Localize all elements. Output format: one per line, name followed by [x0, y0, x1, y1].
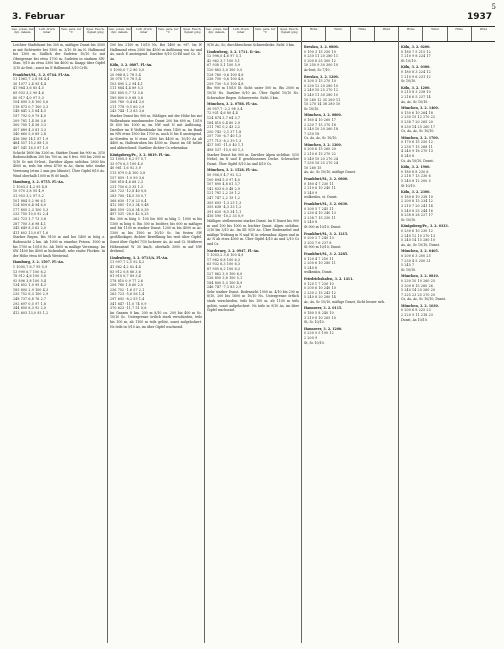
header-cell: Wind	[326, 27, 350, 41]
table-row: 40 961 1,6 92 3,9	[110, 166, 141, 171]
table-row: 65 933 3,2 90 4,6	[13, 90, 44, 95]
observation-note: Schicht 1600 bis 3200 m. Stärker Dunst bis 900 m. 3/10 Bodenschiftcm 200 bis 700 m, im S frei. 900 bis 2000 m 5/10 Sc mit St-leut., Darüber Alpen sichtbar. 2800 bis 4000 m, teils bis etwa 4700 m Ac, darin sehr starke Vereisung (etwa 2 mm pro Minute). Über Gipfel 8/10 As. Wind oberhalb 1000 m W 60 km/h.	[13, 150, 105, 178]
table-row: 0 200 6 15 260 20	[304, 147, 336, 152]
table-row: 305 693 -1,3 25 1,3	[207, 200, 242, 205]
table-row: 208 780 -0,4 64 3,0	[110, 100, 145, 105]
header-cell: Höhe	[448, 27, 472, 41]
column-1	[11, 27, 108, 643]
table-row: 436 580 14,1 87 1,9	[13, 136, 49, 141]
table-row: 2 230 7 15 270 18	[304, 122, 336, 127]
table-row: 211 778 -0,1 60 2,9	[110, 104, 145, 109]
station-title: Hannover, 3. 2. 0115.	[304, 306, 343, 311]
header-cell: Wind	[382, 27, 391, 31]
observation-note: Bis 300 m böig 5. 100 bis 800 m böig 1. 1000 m bis 1300 m böig 6. Bis 300 m leichter, bis 600 m mäßiger und bis 1100 m starker Dunst. 1200 m bis 4000 m Ac. 1300 m bis 1500 m 10/10 Sc. Im festen SW großflockiger, dichter Bewölkung bis weit über Gipfel. Sonst über Gipfel 7/10 lockerer As, Ac und Ci. Mittlerer Höhenwind W 30 km/h, oberhalb 3000 m auf NW drehend.	[110, 216, 202, 254]
table-row: 157 859 -1,0 99 3,6	[110, 175, 145, 180]
table-row: 92 896 3,8 100 5,4	[13, 278, 47, 283]
station-title: München, 3. 2. 1200.	[304, 142, 342, 147]
table-row: 8 230 14 25 260 17	[401, 124, 436, 129]
header-cell: Wind	[479, 27, 488, 31]
station-title: Lindenberg, 3. 2. 1711. D.-An.	[207, 49, 261, 54]
table-row: 248 737 6,8 76 2,7	[13, 297, 47, 302]
table-row: 5 240 9	[304, 190, 318, 195]
table-row: 184 810 0,4 60 2,9	[207, 120, 241, 125]
table-row: St 10/10.	[401, 58, 418, 63]
table-row: 300 700 1,4 56 3,3	[13, 123, 47, 128]
table-row: 124 874 3,7 64 3,7	[207, 115, 241, 120]
observation-note: Starker Dunst bis 900 m. Darüber Alpen sichtbar. 5/10 Nebel, im N und E geschlossenes Decke. Schwacher Dunst. Über Gipfel 8/10 As und 4/10 Cs.	[207, 152, 299, 166]
table-row: 5 200 8 25 300 12	[304, 58, 336, 63]
table-row: 0 180 8 3 224 12	[401, 69, 431, 74]
table-row: 257 730 -6,7 40 1,5	[207, 134, 242, 139]
table-row: 17 982 6,8 100 6,3	[207, 257, 241, 262]
table-row: 3 238 7 15 250 11	[304, 215, 336, 220]
table-row: 128 760 -0,6 100 4,8	[207, 72, 244, 77]
station-title: Frankfurt/M., 3. 2. 1215.	[304, 231, 349, 236]
table-row: 497 531 -28,0 42 0,25	[110, 212, 149, 217]
table-row: 3 210 8 10 265 10	[304, 315, 336, 320]
header-cell: Geo- poten- tial dyn. dekam.	[205, 27, 229, 41]
observation-note: As, Ac, Sc 10/10, Dunst.	[401, 242, 440, 247]
table-row: 83 912 0,8 86 3,6	[110, 269, 141, 274]
table-row: 0 200 5 7 245 11	[304, 206, 334, 211]
table-row: 344 650 6,3 92 2,0	[13, 306, 47, 311]
page-date: 3. Februar	[12, 12, 65, 22]
column-3	[205, 27, 302, 643]
table-row: 0 120 4 7 250 11	[304, 256, 334, 261]
column-header	[108, 27, 204, 42]
table-row: 236 750 -0,6 100 4,6	[207, 77, 244, 82]
table-row: 33 970 6,3 100 4,0	[110, 161, 144, 166]
table-row: 487 541 16,5 87 1,0	[13, 146, 49, 151]
table-row: 184 800 5,3 100 4,9	[207, 280, 243, 285]
header-cell: Spez. Feuch- tigkeit g/kg	[86, 27, 105, 35]
observation-note: St 900 m 10/10, Dunst.	[304, 224, 342, 229]
table-row: 148 841 2,5 84 4,5	[13, 109, 47, 114]
station-title: Friedrichshafen, 3. 2. 1411.	[304, 276, 354, 281]
header-cell: Tem- pera- tur °C	[60, 27, 84, 41]
header-cell: Spez. Feuch- tigkeit g/kg	[280, 27, 299, 35]
table-row: 236 752 -1,6 57 2,1	[110, 287, 145, 292]
column-header	[302, 27, 398, 42]
table-row: 87 905 6,2 100 6,3	[207, 266, 241, 271]
table-row: 246 747 -7,1 83 2,9	[207, 285, 242, 290]
observation-note: Sc 10/10.	[304, 106, 320, 111]
table-row: 10 260 12 35 260 11	[304, 97, 341, 102]
table-row: 127 862 3,9 100 6,0	[207, 271, 243, 276]
table-row: 235 752 6,3 100 2,9	[13, 292, 49, 297]
table-row: 11 1061,7 2,8 94 4,4	[13, 77, 50, 82]
table-row: 3 200 8 15 260 26	[401, 283, 433, 288]
table-row: 2 230 2 15 243 12	[304, 290, 336, 295]
station-title: München, 3. 2. 1528. Fl.-An.	[207, 168, 258, 173]
station-title: Frankfurt/M., 3. 2. 0800.	[304, 177, 349, 182]
table-row: 134 852 1,0 95 4,3	[13, 283, 47, 288]
table-row: 50 956,5 4,7 92 5,2	[207, 173, 242, 178]
station-title: Köln, 3. 2. 1200.	[401, 85, 431, 90]
table-row: 5 240 8 25 244 16	[401, 208, 433, 213]
table-row: 0 200 6 8 225 23	[401, 308, 431, 313]
header-cell: Höhe	[351, 27, 375, 41]
column-body	[205, 42, 301, 643]
table-row: 0 200 3 15 270 10	[304, 79, 336, 84]
table-row: 0 210 8 3 238 10	[401, 90, 431, 95]
table-row: 0 200 6 3 200 25	[401, 253, 431, 258]
station-title: Köln, 3. 2. 0200.	[401, 45, 431, 49]
observation-note: wolkenlos, st. Dunst.	[304, 195, 338, 200]
table-row: 412 581 -19,3 34 0,48	[110, 203, 149, 208]
table-row: 67 938 5,1 100 5,9	[207, 63, 241, 68]
table-row: 2 230 4 10 240 13	[304, 211, 336, 216]
table-row: 287 700 3,6 98 4,1	[13, 221, 47, 226]
table-row: 0 230 5 5 190 12	[304, 331, 334, 336]
table-row: 8 238 8 28 227 17	[401, 213, 433, 218]
table-row: 0 200 6 10 240 10	[304, 286, 336, 291]
observation-note: Cs, As, Ac, Sc 10/10.	[304, 136, 338, 141]
table-row: 5 240 14 20 260 20	[401, 288, 436, 293]
table-row: 0 200 3 7 240 13	[304, 236, 334, 241]
table-row: 10 260 15	[304, 165, 322, 170]
station-title: Königsberg/Pr., 3. 2. 0819. Fl.-An.	[110, 152, 171, 157]
table-row: 30 978 7,9 78 5,4	[110, 77, 141, 82]
table-row: 4 240 9 18 270 13	[401, 149, 433, 154]
table-row: 1 210 9 6 231 12	[401, 74, 431, 79]
table-row: 341 647 -11,0 74 0,9	[110, 301, 147, 306]
table-row: 0 180 8 8 230 6	[401, 169, 429, 174]
table-row: 80 917 4,0 97 5,3	[13, 95, 44, 100]
table-row: 142 833 6,0 48 2,9	[207, 186, 241, 191]
table-row: 0 120 1 7 230 10	[304, 281, 334, 286]
table-row: 5 238 7 20 265 20	[401, 119, 433, 124]
station-title: Norderney, 3. 2. 0947. Fl.-An.	[207, 248, 260, 253]
station-title: Hamburg, 3. 2. 0755. Fl.-An.	[13, 180, 64, 185]
table-row: 10 250 9 30 300 10	[304, 63, 339, 68]
station-title: Köln, 3. 2. 0807. Fl.-An.	[110, 63, 153, 68]
table-row: 72 931 4,6 80 4,4	[207, 111, 238, 116]
table-row: 63 932 6,3 100 6,3	[207, 262, 241, 267]
table-row: 10 970 3,8 95 4,9	[13, 189, 44, 194]
table-row: 185 800 2,9 100 4,3	[13, 287, 49, 292]
table-row: 1 1003,5 4,2 95 4,8	[13, 184, 48, 189]
table-row: 2 210 6 10 240 11	[304, 186, 336, 191]
table-row: 243 744 -1,3 83 3,6	[110, 109, 145, 114]
table-row: 13 1005,5 6,2 97 5,7	[110, 157, 147, 162]
table-row: 355 638 -4,3 33 1,2	[207, 205, 242, 210]
station-title: Frankfurt/M., 3. 2. 0630.	[304, 202, 349, 206]
table-row: 30 1077 2,4 95 4,4	[13, 81, 47, 86]
observation-note: Dunst, As 10/10.	[401, 317, 428, 322]
station-title: Frankfurt/M., 3. 2. 0744. Fl.-An.	[13, 72, 71, 77]
header-cell: Höhe	[302, 27, 326, 41]
table-row: 263 723 -12,8 40 0,8	[110, 189, 147, 194]
column-body	[108, 42, 204, 643]
station-title: München, 3. 2. 0810.	[401, 274, 439, 279]
table-row: 118 873 0,7 100 3,3	[13, 104, 49, 109]
table-row: 2 220 9 11 218 23	[401, 313, 433, 318]
header-cell: Spez. Feuch- tigkeit g/kg	[183, 27, 202, 35]
station-title: München, 3. 2. 0800.	[304, 113, 342, 118]
table-row: 259 730 -5,0 100 4,8	[207, 81, 244, 86]
observation-note: Ac, As, Sc 10/10, mäßige Dunst, Sicht besser sich.	[304, 299, 386, 304]
table-row: 100 894 5,0 97 4,0	[207, 177, 241, 182]
table-row: 13 990 6,7 100 6,2	[13, 269, 47, 274]
observation-note: Cs, As, Ac, Sc 10/10.	[401, 129, 435, 134]
table-row: 464 557 15,2 88 1,0	[13, 141, 49, 146]
station-title: München, 3. 2. 0788. Fl.-An.	[207, 102, 258, 107]
table-row: 345 649 8,3 62 2,0	[13, 226, 47, 231]
table-row: 7 250 16 25 270 24	[304, 161, 339, 166]
observation-note: 100 bis 2100 m 10/10 Ns. Bei 1400 m +8°. Im W Halbmond etwa 2500 bis 4500 m Auflösung von Ac und As, nach E ansteigend. Darüber 8/10 Ci-Eil und Cs. D.-An.	[110, 43, 202, 61]
table-row: 0 180 6 10 238 10	[401, 194, 433, 199]
table-row: 124 859 6,4 94 6,0	[13, 203, 47, 208]
station-title: Breslau, 3. 2. 0800.	[304, 45, 339, 49]
table-row: 1 210 9 8 224 17	[401, 54, 431, 59]
column-header	[205, 27, 301, 42]
observation-note: wolkenlos, Dunst.	[304, 270, 333, 275]
table-row: 208 780 1,8 60 2,0	[110, 283, 144, 288]
observation-note: 9/10 Ac, Sc; durchbrochene Schneedecke. Sicht 3 km.	[207, 43, 295, 47]
table-row: 2 200 6 10 280 11	[304, 261, 336, 266]
observation-note: Starker Dunst bis 900 m, Mäßiger, mit der Höhe bis zur Wolkenbasis zunehmender Dunst 200 bis 600 m. 10/10 St 650 bis 1000 m, im NW und N mit Auflösung. Darüber im E Wolkenbänke bis etwa 1400 m. Im Bank im NW etwa 1500 bis 1700 m, nach N bis E ansteigend. Ac-Streifen in N etwa 3500 bis 4400 m. 10/10 As ab 4400 m, Hallentruhen bis 4500 m. Dunst im SE heller und abbrechend. Darüber dichter Cs erkennbar.	[110, 113, 202, 151]
header-cell: Geo- poten- tial dyn. dekam.	[11, 27, 35, 41]
table-row: 12 996,0 4,6 97 5,1	[207, 54, 242, 59]
table-row: 183 805 0,7 73 3,6	[110, 90, 144, 95]
observation-note: Leichter Stadtdunst bis 300 m, mäßiger Dunst bis 3500 m mit Sichtweite bei 1500 m. 3/10 St im N. Halbmond bei 1300 m. Südlich der Sudeten 10/10 Sc mit Obergrenze bei etwa 1700 m, Sudeten in starkem SW-Stau. 9/10 As etwa 3300 bis 4600 m. Knapp über Gipfel 3/10 Ac-leut., sonst im E Halbmond 3/10 Ci-Ei.	[13, 43, 105, 70]
table-row: 1 1003,2 3,6 100 4,9	[207, 253, 244, 258]
station-title: Frankfurt/M., 3. 2. 2285.	[304, 251, 349, 256]
station-title: Lindenberg, 3. 2. 0713/A. Fl.-An.	[110, 255, 169, 260]
table-row: 250 743 -2,1 37 1,8	[207, 129, 242, 134]
station-title: München, 3. 2. 0405.	[401, 249, 439, 254]
table-row: 2 218 7 13 230 6	[401, 174, 431, 179]
table-row: 277 713 -8,2 39 1,3	[207, 138, 242, 143]
table-row: 121 781 2,2 29 1,2	[207, 191, 241, 196]
table-row: 292 697 0,5 97 1,8	[13, 301, 47, 306]
column-body	[11, 42, 107, 643]
page-number: 5	[491, 3, 496, 11]
observation-note: Starker Regen. Bis 9100 m und bei 1400 m böig z. Bodensicht 2 km. Ab 1000 m einzelne Fetzen. 1000 m bis 1700 m 10/10 Sc. Ab 1800 m mäßige Vereisung. Im SW 1400 bis 4000 m lückenhaft, sehr rauhe Flocken. In der Höhe etwa 60 km/h Westwind.	[13, 235, 105, 258]
header-cell: Luft- druck mbar	[229, 27, 253, 41]
table-row: 283 700 -14,5 30 0,7	[110, 194, 147, 198]
table-row: 0 230 6 10 230 12	[401, 228, 433, 233]
table-row: 104 890 3,8 100 5,6	[13, 100, 49, 105]
observation-note: Ac-leut, Sc 7/10.	[304, 67, 331, 72]
table-row: 0 180 5 8 240 10	[304, 311, 334, 316]
table-row: 2 216 6 5 237 14	[401, 94, 431, 99]
table-row: 7 230 4 5 200 21	[401, 258, 431, 263]
table-row: 5 240 8 20 280 14	[304, 295, 336, 300]
observation-note: Im Ganzen 8 km. 200 m 8/10 cu. 200 bis 400 m Sc. 10/10 Sc. Untergrenze örtlich stark verschieden, teils bis 100 m, ab 1100 m teils gelöst, sonst aufgelockert. Ns teile in 9/10 As, im über Gipfel wachsend.	[110, 310, 202, 329]
header-cell: Tem- pera- tur °C	[254, 27, 278, 41]
table-row: 178 810 0,9 77 2,6	[110, 278, 144, 283]
table-row: 0 230 12 20 280 10	[304, 83, 339, 88]
header-cell: Tem- pera- tur °C	[157, 27, 181, 41]
station-title: Köln, 3. 2. 2300.	[401, 190, 431, 195]
table-row: 211 781 0,2 43 2,2	[207, 125, 241, 130]
table-row: 5 240 10 20 270 24	[304, 156, 339, 161]
station-title: Hannover, 3. 2. 1200.	[304, 326, 343, 331]
table-row: 107 890 4,8 61 3,7	[207, 182, 241, 187]
station-title: Köln, 3. 2. 1900.	[401, 165, 431, 170]
table-row: 7 250 18	[304, 131, 320, 136]
table-row: 3 210 7 20 241 14	[401, 204, 433, 208]
table-row: 120 863 3,0 100 5,5	[207, 67, 243, 72]
table-row: 2 230 15 12 270 22	[401, 115, 436, 120]
observation-note: Mäßiger, stellenweise starker Dunst. Im E Dunst bis 900 m und 100 bis 1000 m leichter Dunst. Alpen sichtbar. 2/10 bis 3/10 Ac. Im SE 9/10 Ac. Über Bodennebel und mäßige Trübung in N und W, in erkennbar. Alpen und in Ac N ab etwa 4000 m. Über Gipfel 4/10 As und 2/10 Cs und Cs.	[207, 218, 299, 246]
observation-note: Cs, As, Ac, Sc 10/10, Dunst.	[401, 297, 446, 302]
header-cell: Luft- druck mbar	[35, 27, 59, 41]
table-row: 263 723 -5,6 56 1,4	[110, 292, 145, 297]
table-row: 5 240 8 12 200 5	[401, 179, 431, 184]
table-row: 41 964 3,6 85 4,5	[13, 86, 44, 91]
observation-note: St 900 m 10/10, Dunst.	[304, 245, 342, 250]
observation-note: As, Ac, Sc 10/10.	[401, 99, 429, 104]
table-row: 468 559 -23,6 34 0,39	[110, 207, 149, 212]
table-row: 103 890 2,2 94 4,1	[110, 81, 144, 86]
column-body	[399, 42, 495, 643]
column-2	[108, 27, 205, 643]
table-row: 20 988 8,2 78 5,4	[110, 72, 141, 77]
table-row: 2 230 7 15 268 11	[401, 144, 433, 149]
column-4	[302, 27, 399, 643]
table-row: 307 689 4,3 81 3,3	[13, 127, 47, 132]
table-row: 297 692 -8,2 55 1,4	[110, 297, 145, 302]
table-row: 0 230 11 20 280 11	[304, 54, 339, 59]
table-row: 233 750 10,0 92 2,4	[13, 212, 49, 217]
header-cell: Höhe	[399, 27, 423, 41]
table-row: 189 800 0,0 68 3,6	[110, 95, 144, 100]
table-row: 368 630 -17,8 23 0,4	[110, 198, 147, 203]
table-row: 31 953 3,2 97 5,2	[13, 194, 44, 198]
table-row: 113 879 0,4 100 3,8	[110, 171, 146, 176]
table-row: 1 1005,7 6,7 95 5,9	[13, 264, 48, 269]
table-row: 498 537 -15,0 60 1,3	[207, 148, 244, 153]
table-row: 7 225 23 25 270 20	[401, 292, 436, 297]
table-row: 370 623 -11,7 51 0,6	[110, 306, 147, 311]
table-row: 78 912 4,6 100 5,8	[13, 274, 47, 279]
table-row: 262 723 1,7 73 3,8	[13, 216, 47, 221]
table-row: 340 660 5,0 89 2,8	[13, 132, 47, 137]
table-row: 11 997,7 2,5 92 4,2	[110, 260, 145, 265]
table-row: 2 200 8 15 234 12	[401, 199, 433, 204]
table-row: 8 240 8	[401, 154, 415, 159]
observation-note: Sehr starker Dunst. Bodensicht 1000 m. 4/10 bis 200 m 8/10, 200 bis 1600 m 10/10 Ns. Untergrenze örtlich stark verschieden, teils bis 100 m, ab 1100 m teils gelöst, sonst aufgelockert. Ns teile in 9/10 As, im über Gipfel wachsend.	[207, 289, 299, 313]
header-cell: Wind	[423, 27, 447, 41]
header-cell: Geo- poten- tial dyn. dekam.	[108, 27, 132, 41]
table-row: 5 240 11 30 280 10	[304, 92, 339, 97]
table-row: 5 240 8	[304, 265, 318, 270]
table-row: 2 210 6 15 270 22	[304, 152, 336, 157]
table-row: 30 957,7 -2,2 98 3,4	[207, 106, 243, 111]
table-row: 209 781 1,4 56 3,6	[13, 118, 47, 123]
observation-note: As, Ac, Sc 10/10, mäßige Dunst.	[304, 170, 356, 175]
table-row: 411 602 13,0 67 1,6	[13, 230, 49, 235]
table-row: 247 747 2,2 19 1,2	[207, 196, 241, 200]
table-row: 2 240 10 25 270 12	[304, 88, 339, 93]
table-row: 2 200 9	[304, 336, 318, 341]
table-row: 81 910 0,7 89 3,4	[110, 274, 141, 279]
observation-note: St 10/10.	[401, 183, 416, 188]
station-title: München, 3. 2. 1400.	[401, 106, 439, 111]
station-title: Breslau, 3. 2. 1200.	[304, 74, 339, 79]
station-title: Köln, 3. 2. 0300.	[401, 65, 431, 70]
station-title: Hamburg, 3. 2. 1507. Fl.-An.	[13, 260, 64, 265]
table-row: 41 962 4,2 82 4,4	[110, 264, 141, 269]
column-body	[302, 42, 398, 643]
table-row: 5 1005,0 7,2 80 5,0	[110, 67, 145, 72]
table-row: 177 805 2,3 100 5,3	[13, 207, 49, 212]
table-row: 5 240 8	[304, 220, 318, 225]
page-header	[0, 0, 504, 24]
table-row: 412 603 13,0 93 1,2	[13, 310, 49, 315]
table-row: 0 190 3 15 250 10	[304, 49, 336, 54]
table-row: 427 591 -11,0 40 1,1	[207, 143, 244, 148]
table-row: 0 150 6 10 264 18	[401, 110, 433, 115]
observation-note: Bis 900 m 10/10 St. Sicht unter 500 m. Bis 2000 m 10/10 Ns. Darüber 8/10 As. Über Gipfel 10/10 Ns. Schwacher Regen. Schneereste. Sicht 3 km.	[207, 86, 299, 100]
table-row: 0 180 7 5 215 12	[401, 49, 431, 54]
table-row: 101 884 5,2 96 6,1	[13, 198, 47, 203]
table-row: 136 850 3,8 100 5,1	[207, 276, 243, 281]
data-table	[11, 26, 495, 643]
table-row: 0 180 4 7 230 11	[304, 181, 334, 186]
table-row: 168 818 4,6 68 2,3	[110, 180, 144, 185]
table-row: 15 270 14 38 280 10	[304, 102, 341, 107]
observation-note: Sc 10/10.	[401, 79, 417, 84]
table-row: 5 240 10 20 260 18	[304, 127, 339, 132]
table-row: 42 962 3,7 100 5,1	[207, 58, 241, 63]
column-5	[399, 27, 495, 643]
table-row: 3 203 7 6 237 8	[304, 240, 332, 245]
observation-note: St, Sc 10/10.	[304, 340, 325, 345]
observation-note: Sc 10/10.	[401, 267, 417, 272]
table-row: 391 620 -8,5 34 1,1	[207, 209, 242, 214]
table-row: 5 240 14 15 280 10	[401, 238, 436, 243]
observation-note: Cs, As 10/10, Dunst.	[401, 158, 434, 163]
table-row: 0 170 6 15 250 12	[401, 140, 433, 145]
table-row: 2 240 12 10 270 13	[401, 233, 436, 238]
column-header	[11, 27, 107, 42]
station-title: Königsberg/Pr., 3. 2. 0333.	[401, 224, 449, 229]
station-title: München, 3. 2. 1030.	[401, 303, 439, 308]
table-row: 111 884 4,4 89 5,3	[110, 86, 144, 91]
observation-note: St, Sc 10/10.	[304, 320, 325, 325]
table-row: 5 245 7	[401, 263, 415, 268]
page-year: 1937	[466, 12, 492, 22]
observation-note: Sc 10/10.	[401, 217, 417, 222]
table-row: 231 750 6,3 35 1,3	[110, 184, 144, 189]
station-title: München, 3. 2. 1700.	[401, 135, 439, 140]
table-row: 0 230 10 10 260 25	[401, 278, 436, 283]
header-cell: Luft- druck mbar	[132, 27, 156, 41]
table-row: 0 160 4 10 260 17	[304, 117, 336, 122]
table-row: 197 792 0,9 79 4,0	[13, 113, 47, 118]
table-row: 416 590 -10,2 33 0,9	[207, 214, 244, 219]
column-header	[399, 27, 495, 42]
